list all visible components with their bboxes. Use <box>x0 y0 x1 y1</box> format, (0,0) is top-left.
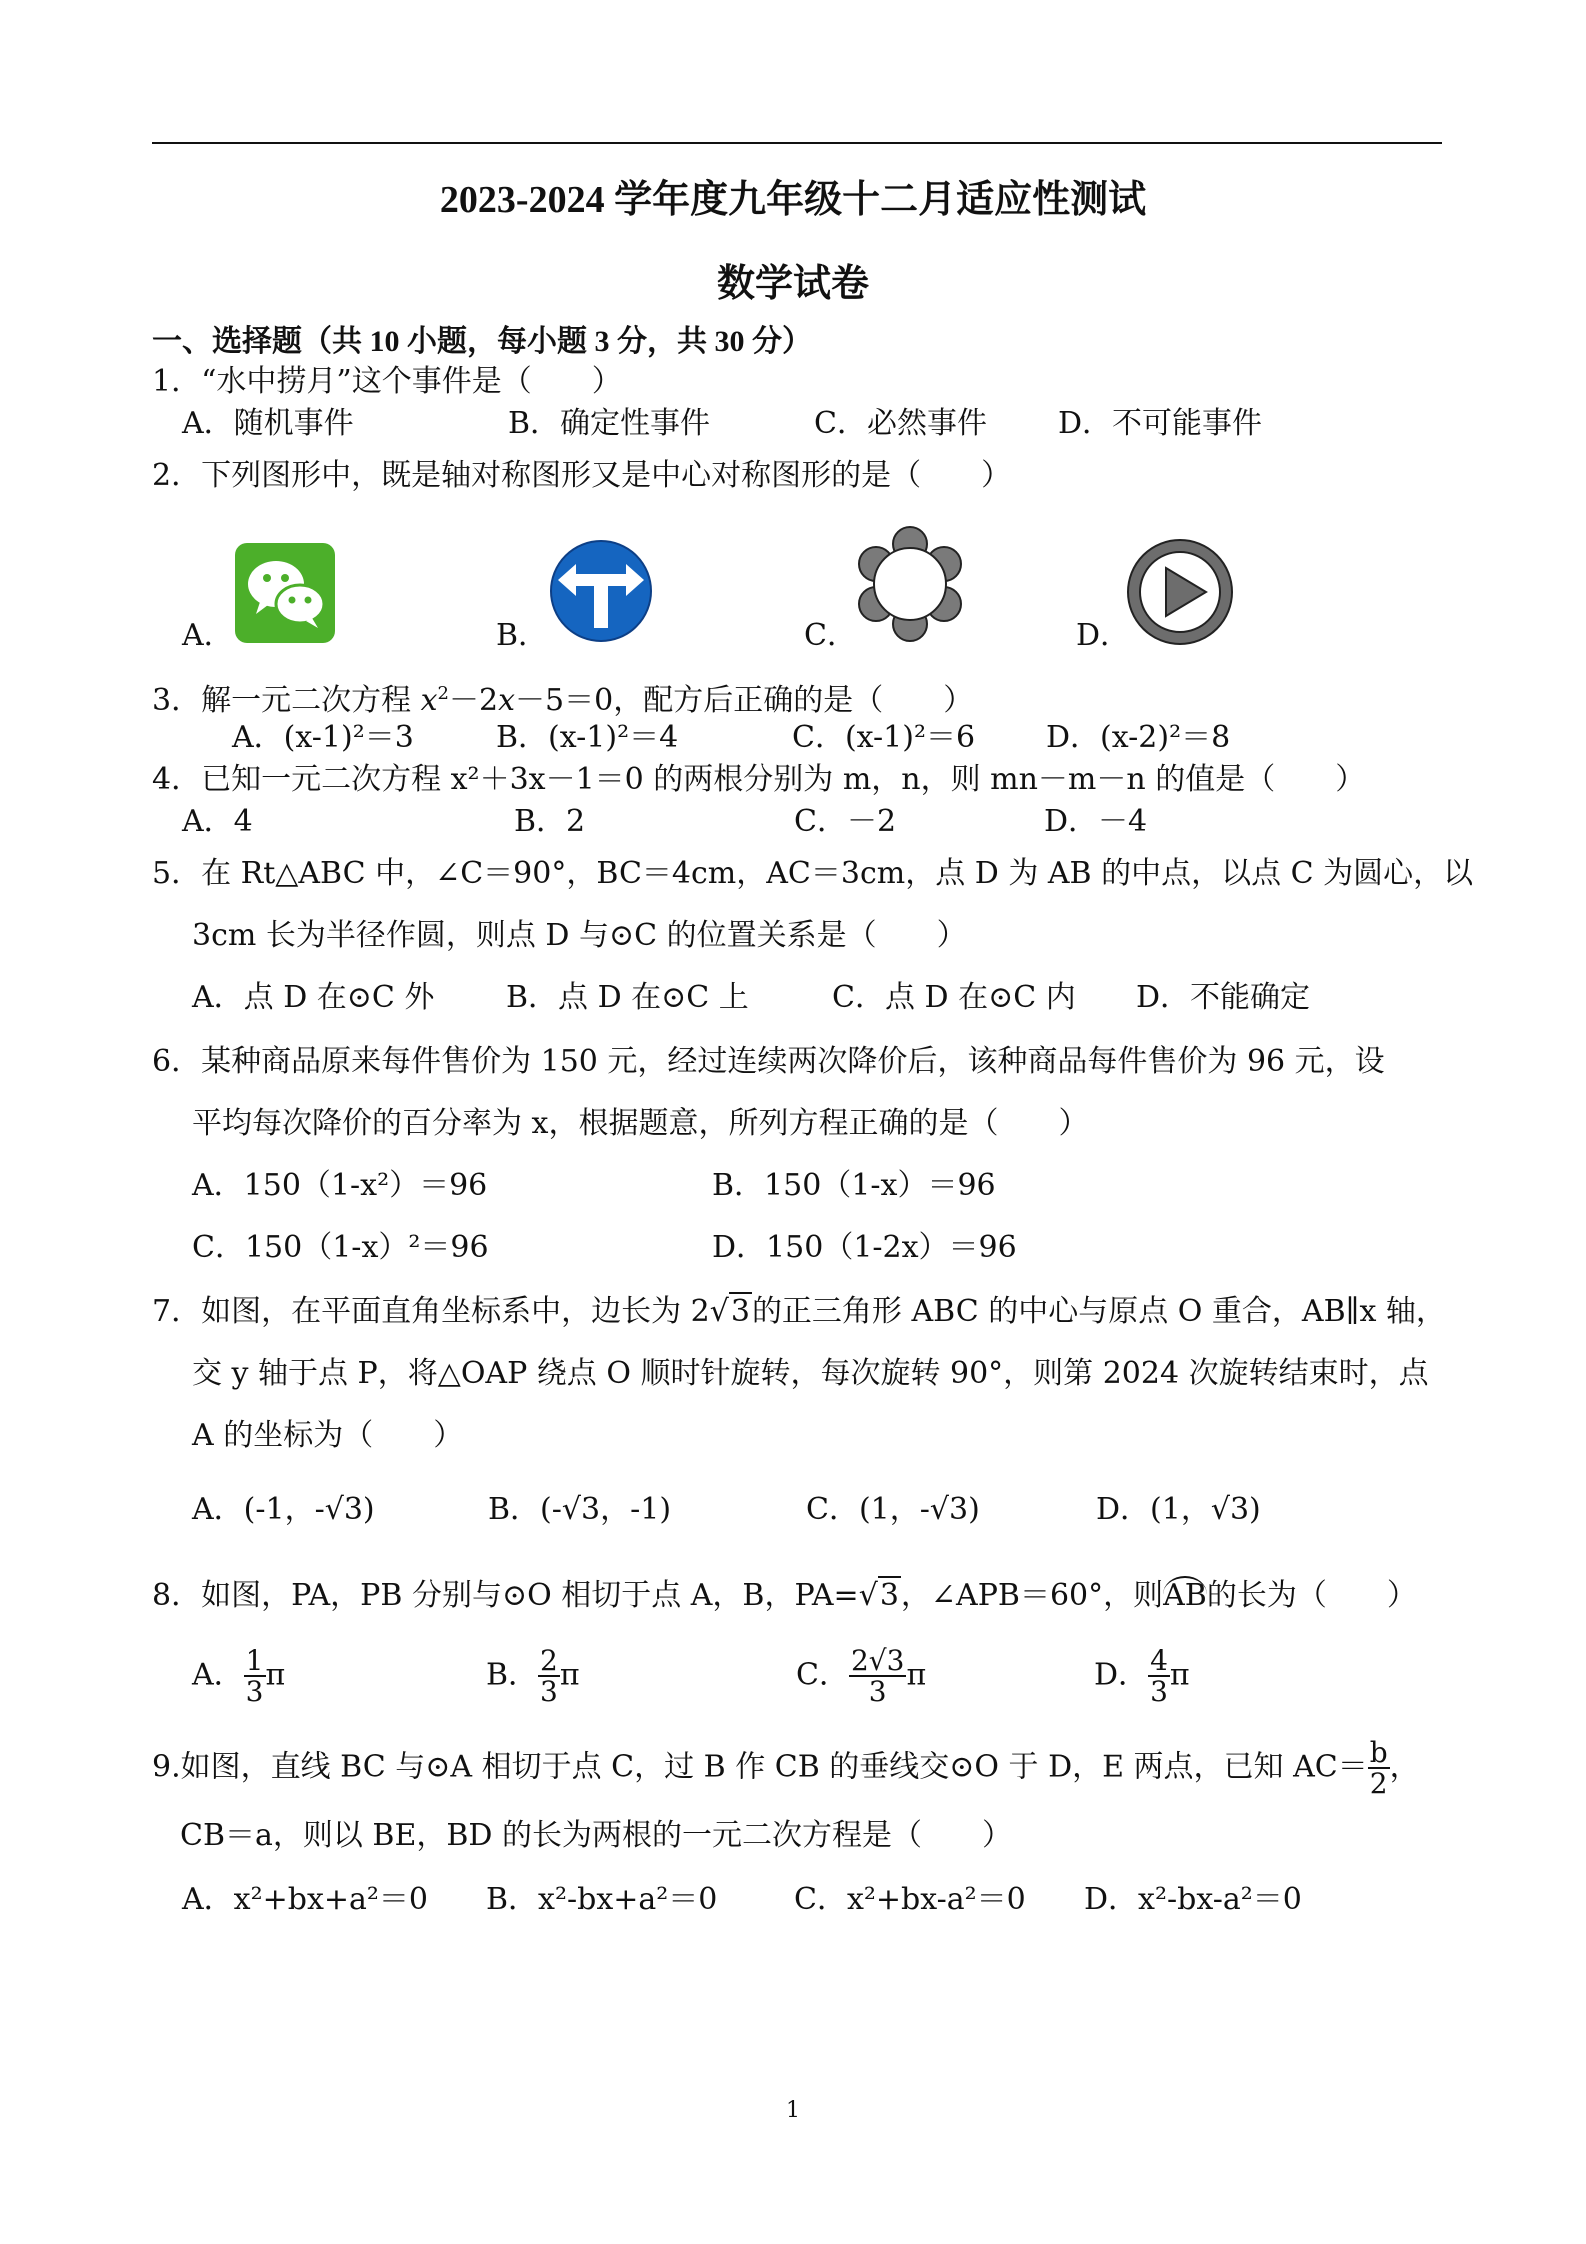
q8-sqrt: 3 <box>879 1578 899 1613</box>
question-6-line-1: 6．某种商品原来每件售价为 150 元，经过连续两次降价后，该种商品每件售价为 96 元，设 <box>152 1044 1385 1079</box>
question-1-stem: 1．“水中捞月”这个事件是（ ） <box>152 364 622 399</box>
wechat-logo-icon <box>234 542 336 644</box>
q8-b-den: 3 <box>540 1675 558 1709</box>
question-2-stem: 2．下列图形中，既是轴对称图形又是中心对称图形的是（ ） <box>152 458 1012 493</box>
q7-option-d: D．(1，√3) <box>1096 1492 1261 1527</box>
section-heading: 一、选择题（共 10 小题，每小题 3 分，共 30 分） <box>152 325 812 358</box>
q7-option-c: C．(1，-√3) <box>806 1492 980 1527</box>
q8-b-num: 2 <box>540 1644 558 1677</box>
q8-option-c <box>796 1646 926 1707</box>
q4-option-a: A．4 <box>182 804 253 839</box>
q3-stem-suffix: －5＝0，配方后正确的是（ ） <box>515 683 974 718</box>
q3-stem-mid: －2 <box>449 683 499 718</box>
q9-num: b <box>1369 1736 1388 1769</box>
q7-option-b: B．(-√3，-1) <box>488 1492 672 1527</box>
q8-b-label: B． <box>486 1657 539 1693</box>
q2-option-c: C． <box>804 618 857 653</box>
q9-option-a: A．x²+bx+a²＝0 <box>182 1882 429 1917</box>
question-8-stem: 8．如图，PA，PB 分别与⊙O 相切于点 A，B，PA=√3，∠APB＝60°，则AB的长为（ ） <box>152 1578 1417 1613</box>
q2-option-a: A． <box>182 618 234 653</box>
q3-option-b: B．(x-1)²＝4 <box>496 720 679 755</box>
q2-option-b: B． <box>496 618 549 653</box>
flower-shape-icon <box>852 526 968 642</box>
q6-option-c: C．150（1-x）²＝96 <box>192 1230 489 1265</box>
exam-subtitle: 数学试卷 <box>716 263 869 305</box>
q8-c-fraction <box>849 1646 906 1707</box>
q7-option-a: A．(-1，-√3) <box>192 1492 375 1527</box>
q8-c-den: 3 <box>868 1675 887 1709</box>
q4-option-b: B．2 <box>514 804 586 839</box>
q5-option-d: D．不能确定 <box>1136 980 1311 1015</box>
q8-option-b <box>486 1646 580 1707</box>
q1-option-c: C．必然事件 <box>814 406 987 441</box>
q3-option-a: A．(x-1)²＝3 <box>232 720 414 755</box>
q8-stem-a: 8．如图，PA，PB 分别与⊙O 相切于点 A，B，PA= <box>152 1578 859 1613</box>
q8-c-pi: π <box>906 1657 927 1693</box>
q8-arc-ab: AB <box>1163 1578 1207 1613</box>
q8-option-d <box>1094 1646 1190 1707</box>
q1-option-d: D．不可能事件 <box>1058 406 1263 441</box>
q6-option-a: A．150（1-x²）＝96 <box>192 1168 488 1203</box>
q9-option-c: C．x²+bx-a²＝0 <box>794 1882 1026 1917</box>
q7-line1c: 的正三角形 ABC 的中心与原点 O 重合，AB∥x 轴， <box>751 1294 1446 1329</box>
q8-d-pi: π <box>1169 1657 1190 1693</box>
exam-title: 2023-2024 学年度九年级十二月适应性测试 <box>439 179 1147 221</box>
question-6-line-2: 平均每次降价的百分率为 x，根据题意，所列方程正确的是（ ） <box>192 1106 1089 1141</box>
q6-option-d: D．150（1-2x）＝96 <box>712 1230 1017 1265</box>
question-3-stem: 3．解一元二次方程 $x^2-2x-5=0$，配方后正确的是（ ） <box>152 683 974 718</box>
question-7-line-2: 交 y 轴于点 P，将△OAP 绕点 O 顺时针旋转，每次旋转 90°，则第 2024 次旋转结束时，点 <box>192 1356 1429 1391</box>
q8-d-num: 4 <box>1150 1644 1168 1677</box>
q8-b-pi: π <box>559 1657 580 1693</box>
q8-d-fraction <box>1148 1646 1170 1707</box>
q4-option-d: D．－4 <box>1044 804 1148 839</box>
q8-d-label: D． <box>1094 1657 1149 1693</box>
question-5-line-2: 3cm 长为半径作圆，则点 D 与⊙C 的位置关系是（ ） <box>192 918 967 953</box>
q8-a-den: 3 <box>245 1675 264 1709</box>
q5-option-c: C．点 D 在⊙C 内 <box>832 980 1076 1015</box>
q3-option-c: C．(x-1)²＝6 <box>792 720 976 755</box>
question-9-line-2: CB＝a，则以 BE，BD 的长为两根的一元二次方程是（ ） <box>180 1818 1013 1853</box>
q3-stem-prefix: 3．解一元二次方程 <box>152 683 421 718</box>
q8-a-num: 1 <box>245 1644 264 1677</box>
q8-d-den: 3 <box>1150 1675 1168 1709</box>
q1-option-b: B．确定性事件 <box>508 406 711 441</box>
q8-a-label: A． <box>192 1657 244 1693</box>
q5-option-b: B．点 D 在⊙C 上 <box>506 980 749 1015</box>
q8-a-pi: π <box>265 1657 286 1693</box>
q3-option-d: D．(x-2)²＝8 <box>1046 720 1231 755</box>
q9-line1a: 9.如图，直线 BC 与⊙A 相切于点 C，过 B 作 CB 的垂线交⊙O 于 D，E 两点，已知 AC＝ <box>152 1749 1368 1785</box>
q1-option-a: A．随机事件 <box>182 406 354 441</box>
q5-option-a: A．点 D 在⊙C 外 <box>192 980 435 1015</box>
question-7-line-3: A 的坐标为（ ） <box>192 1418 464 1453</box>
q8-c-num: 2√3 <box>850 1644 905 1677</box>
q7-line1a: 7．如图，在平面直角坐标系中，边长为 2 <box>152 1294 710 1329</box>
q9-option-b: B．x²-bx+a²＝0 <box>486 1882 718 1917</box>
q8-c-label: C． <box>796 1657 849 1693</box>
top-rule <box>152 142 1442 144</box>
q9-option-d: D．x²-bx-a²＝0 <box>1084 1882 1302 1917</box>
q8-a-fraction <box>244 1646 266 1707</box>
road-sign-icon <box>548 538 654 644</box>
q8-stem-c: ，∠APB＝60°，则 <box>900 1578 1164 1613</box>
q4-option-c: C．－2 <box>794 804 897 839</box>
q9-den: 2 <box>1369 1767 1388 1801</box>
question-9-line-1 <box>152 1738 1420 1799</box>
q8-b-fraction <box>538 1646 560 1707</box>
q9-fraction <box>1368 1738 1390 1799</box>
question-5-line-1: 5．在 Rt△ABC 中，∠C＝90°，BC＝4cm，AC＝3cm，点 D 为 AB 的中点，以点 C 为圆心，以 <box>152 856 1474 891</box>
q8-stem-d: 的长为（ ） <box>1206 1578 1417 1613</box>
q9-line1b: ， <box>1389 1749 1420 1785</box>
q7-sqrt: 3 <box>730 1294 750 1329</box>
q2-option-d: D． <box>1076 618 1131 653</box>
question-7-line-1: 7．如图，在平面直角坐标系中，边长为 2√3的正三角形 ABC 的中心与原点 O 重合，AB∥x 轴， <box>152 1294 1446 1329</box>
play-button-icon <box>1124 536 1236 648</box>
question-4-stem: 4．已知一元二次方程 x²＋3x－1＝0 的两根分别为 m，n，则 mn－m－n 的值是（ ） <box>152 762 1366 797</box>
q6-option-b: B．150（1-x）＝96 <box>712 1168 996 1203</box>
page-number: 1 <box>786 2098 800 2123</box>
q8-option-a <box>192 1646 285 1707</box>
